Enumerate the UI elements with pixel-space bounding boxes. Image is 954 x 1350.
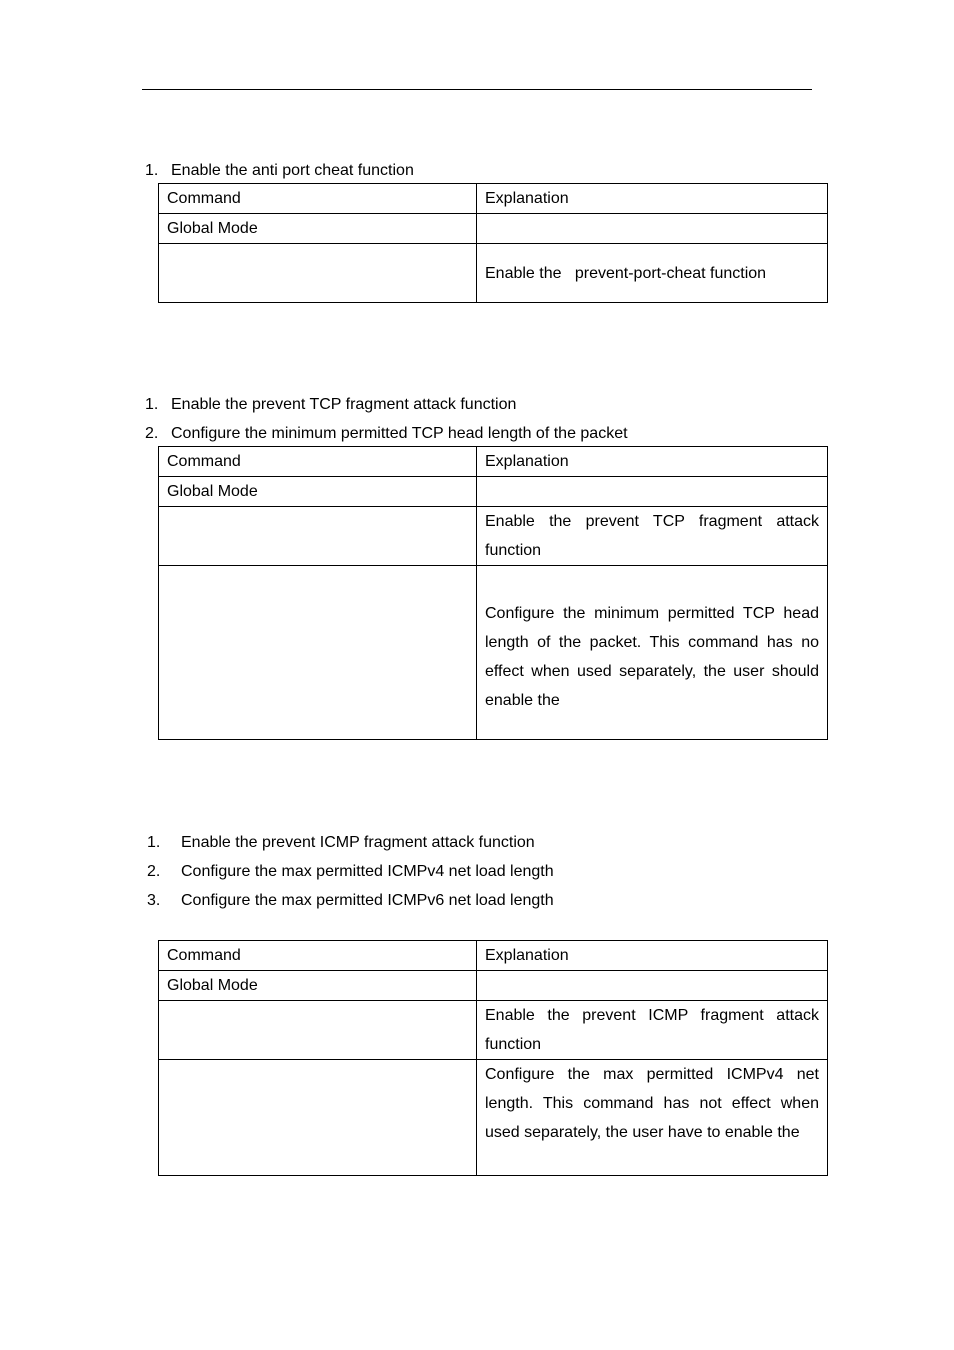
header-command: Command: [159, 184, 477, 214]
table-row: [159, 507, 828, 566]
mode-label: Global Mode: [159, 477, 477, 507]
mode-explanation: [477, 214, 828, 244]
table-header-row: [159, 447, 828, 477]
step-item: [145, 395, 516, 415]
explanation-cell: Configure the max permitted ICMPv4 net length. This command has not effect when used separately, the user have to enable the: [477, 1060, 828, 1176]
step-number: 2.: [145, 425, 159, 442]
step-number: 3.: [147, 892, 161, 909]
step-item: [145, 161, 414, 181]
command-cell: [159, 566, 477, 740]
command-cell: [159, 507, 477, 566]
header-explanation: Explanation: [477, 184, 828, 214]
step-number: 1.: [147, 834, 161, 851]
step-item: [147, 862, 554, 882]
mode-row: [159, 971, 828, 1001]
table-header-row: [159, 941, 828, 971]
mode-row: [159, 477, 828, 507]
explanation-cell: Configure the minimum permitted TCP head length of the packet. This command has no effect when used separately, the user should enable the: [477, 566, 828, 740]
table-row: [159, 1001, 828, 1060]
command-cell: [159, 244, 477, 303]
command-table-2: [158, 446, 828, 740]
table-header-row: [159, 184, 828, 214]
step-number: 2.: [147, 863, 161, 880]
table-row: [159, 566, 828, 740]
command-table-1: [158, 183, 828, 303]
step-text: Enable the anti port cheat function: [171, 162, 414, 179]
table-row: [159, 1060, 828, 1176]
header-rule: [142, 89, 812, 90]
mode-explanation: [477, 477, 828, 507]
mode-row: [159, 214, 828, 244]
step-text: Configure the max permitted ICMPv6 net load length: [181, 892, 554, 909]
step-text: Configure the max permitted ICMPv4 net load length: [181, 863, 554, 880]
step-item: [147, 891, 554, 911]
step-item: [145, 424, 628, 444]
explanation-cell: Enable the prevent ICMP fragment attack function: [477, 1001, 828, 1060]
header-command: Command: [159, 941, 477, 971]
command-cell: [159, 1060, 477, 1176]
header-explanation: Explanation: [477, 941, 828, 971]
command-cell: [159, 1001, 477, 1060]
explanation-cell: Enable the prevent TCP fragment attack function: [477, 507, 828, 566]
header-explanation: Explanation: [477, 447, 828, 477]
table-row: [159, 244, 828, 303]
step-number: 1.: [145, 396, 159, 413]
mode-label: Global Mode: [159, 214, 477, 244]
step-text: Enable the prevent TCP fragment attack function: [171, 396, 517, 413]
step-text: Configure the minimum permitted TCP head length of the packet: [171, 425, 628, 442]
step-item: [147, 833, 535, 853]
mode-label: Global Mode: [159, 971, 477, 1001]
explanation-cell: Enable the prevent-port-cheat function: [477, 244, 828, 303]
step-number: 1.: [145, 162, 159, 179]
header-command: Command: [159, 447, 477, 477]
mode-explanation: [477, 971, 828, 1001]
command-table-3: [158, 940, 828, 1176]
step-text: Enable the prevent ICMP fragment attack function: [181, 834, 535, 851]
